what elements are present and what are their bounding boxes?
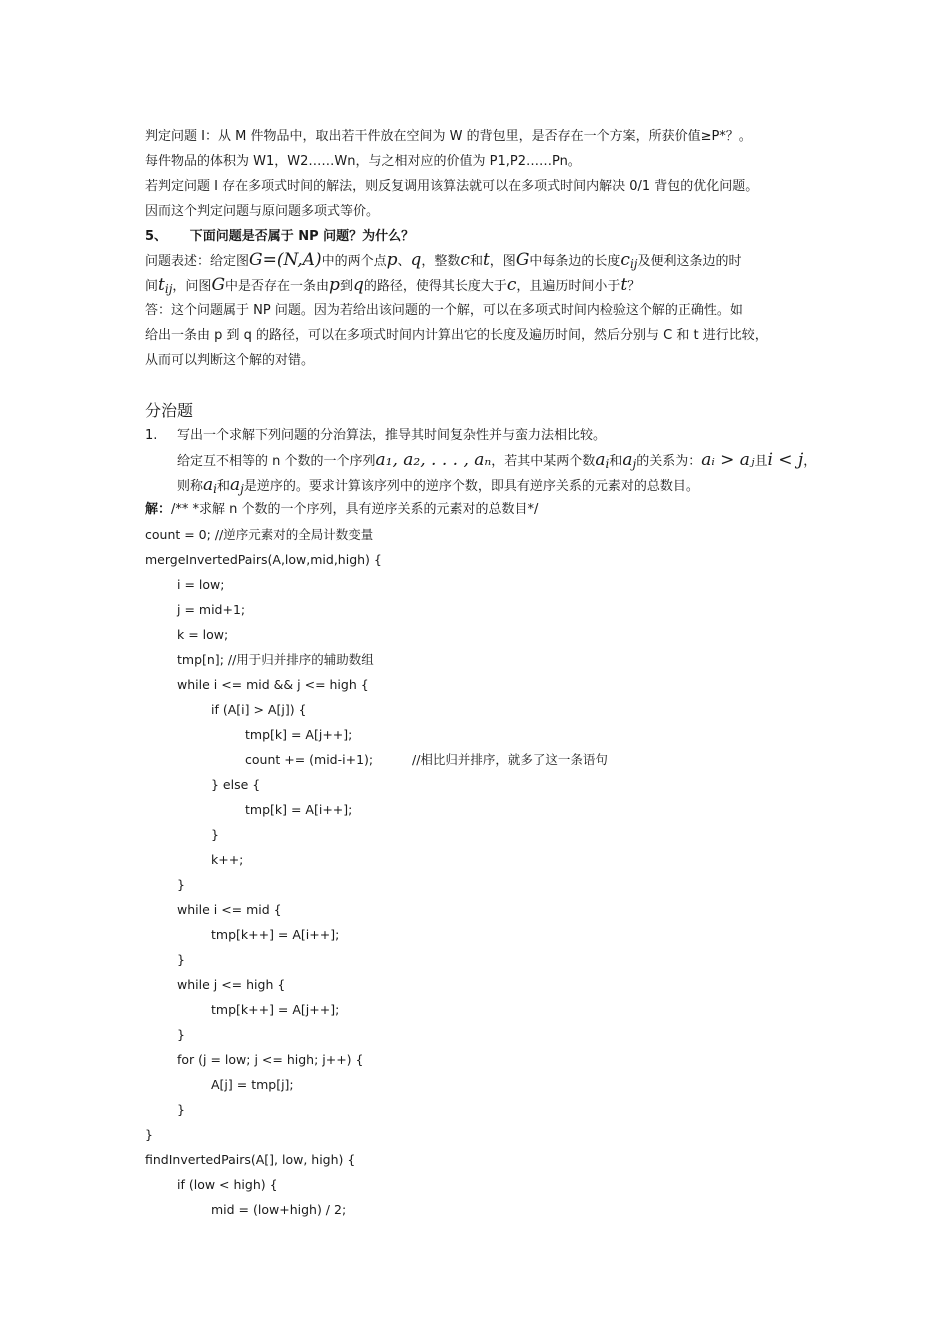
list-item-number: 1. bbox=[145, 428, 158, 443]
question-number: 5、 bbox=[145, 229, 168, 244]
para-line: 若判定问题 I 存在多项式时间的解法，则反复调用该算法就可以在多项式时间内解决 0/1 背包的优化问题。 bbox=[145, 179, 759, 194]
code-line: k = low; bbox=[177, 627, 229, 642]
answer-line: 从而可以判断这个解的对错。 bbox=[145, 353, 315, 368]
code-line: } bbox=[177, 877, 185, 892]
code-line: tmp[k++] = A[i++]; bbox=[211, 927, 340, 942]
code-line: while i <= mid { bbox=[177, 902, 282, 917]
math-graph: G=(N,A) bbox=[249, 250, 322, 270]
code-line: mergeInvertedPairs(A,low,mid,high) { bbox=[145, 552, 382, 567]
code-comment: //相比归并排序，就多了这一条语句 bbox=[412, 752, 608, 767]
para-line: 因而这个判定问题与原问题多项式等价。 bbox=[145, 204, 380, 219]
math-sequence: a₁, a₂, . . . , aₙ bbox=[375, 450, 492, 470]
code-line: findInvertedPairs(A[], low, high) { bbox=[145, 1152, 356, 1167]
solution-intro bbox=[145, 501, 538, 519]
code-line: if (low < high) { bbox=[177, 1177, 278, 1192]
code-line: if (A[i] > A[j]) { bbox=[211, 702, 307, 717]
code-line: A[j] = tmp[j]; bbox=[211, 1077, 294, 1092]
code-line: while i <= mid && j <= high { bbox=[177, 677, 369, 692]
code-line: } bbox=[145, 1127, 153, 1142]
code-line: mid = (low+high) / 2; bbox=[211, 1202, 347, 1217]
solution-comment: /** *求解 n 个数的一个序列，具有逆序关系的元素对的总数目*/ bbox=[171, 502, 539, 517]
code-line: } bbox=[177, 1027, 185, 1042]
problem-line: 则称ai和aj是逆序的。要求计算该序列中的逆序个数，即具有逆序关系的元素对的总数目。 bbox=[177, 475, 699, 496]
problem-statement-line: 问题表述：给定图G=(N,A)中的两个点p、q，整数c和t，图G中每条边的长度cij及便利这条边的时 bbox=[145, 250, 742, 271]
para-line: 判定问题 I：从 M 件物品中，取出若干件放在空间为 W 的背包里，是否存在一个方案，所获价值≥P*？。 bbox=[145, 129, 752, 144]
code-line: tmp[k] = A[i++]; bbox=[245, 802, 353, 817]
answer-line: 答：这个问题属于 NP 问题。因为若给出该问题的一个解，可以在多项式时间内检验这个解的正确性。如 bbox=[145, 303, 743, 318]
code-line: j = mid+1; bbox=[177, 602, 246, 617]
code-line: k++; bbox=[211, 852, 244, 867]
code-line: } bbox=[177, 1102, 185, 1117]
code-line: tmp[k++] = A[j++]; bbox=[211, 1002, 340, 1017]
problem-statement-line: 间tij，问图G中是否存在一条由p到q的路径，使得其长度大于c，且遍历时间小于t？ bbox=[145, 275, 641, 296]
question-title: 下面问题是否属于 NP 问题？为什么？ bbox=[189, 229, 415, 244]
code-line: } bbox=[177, 952, 185, 967]
code-line: } else { bbox=[211, 777, 261, 792]
code-line: tmp[n]; //用于归并排序的辅助数组 bbox=[177, 652, 374, 667]
solution-label: 解： bbox=[145, 502, 172, 517]
question-heading bbox=[145, 228, 414, 246]
code-line: } bbox=[211, 827, 219, 842]
problem-line: 给定互不相等的 n 个数的一个序列a₁, a₂, . . . , aₙ，若其中某两个数ai和aj的关系为：aᵢ > aⱼ且i < j， bbox=[177, 450, 817, 471]
para-line: 每件物品的体积为 W1，W2……Wn，与之相对应的价值为 P1,P2……Pn。 bbox=[145, 154, 581, 169]
code-line: count += (mid-i+1); bbox=[245, 752, 374, 767]
code-line: tmp[k] = A[j++]; bbox=[245, 727, 353, 742]
code-line: while j <= high { bbox=[177, 977, 286, 992]
list-item-text: 写出一个求解下列问题的分治算法，推导其时间复杂性并与蛮力法相比较。 bbox=[177, 428, 607, 443]
code-line: count = 0; //逆序元素对的全局计数变量 bbox=[145, 527, 374, 542]
section-title: 分治题 bbox=[145, 401, 194, 420]
code-line: i = low; bbox=[177, 577, 225, 592]
answer-line: 给出一条由 p 到 q 的路径，可以在多项式时间内计算出它的长度及遍历时间，然后分别与 C 和 t 进行比较， bbox=[145, 328, 768, 343]
code-line: for (j = low; j <= high; j++) { bbox=[177, 1052, 364, 1067]
